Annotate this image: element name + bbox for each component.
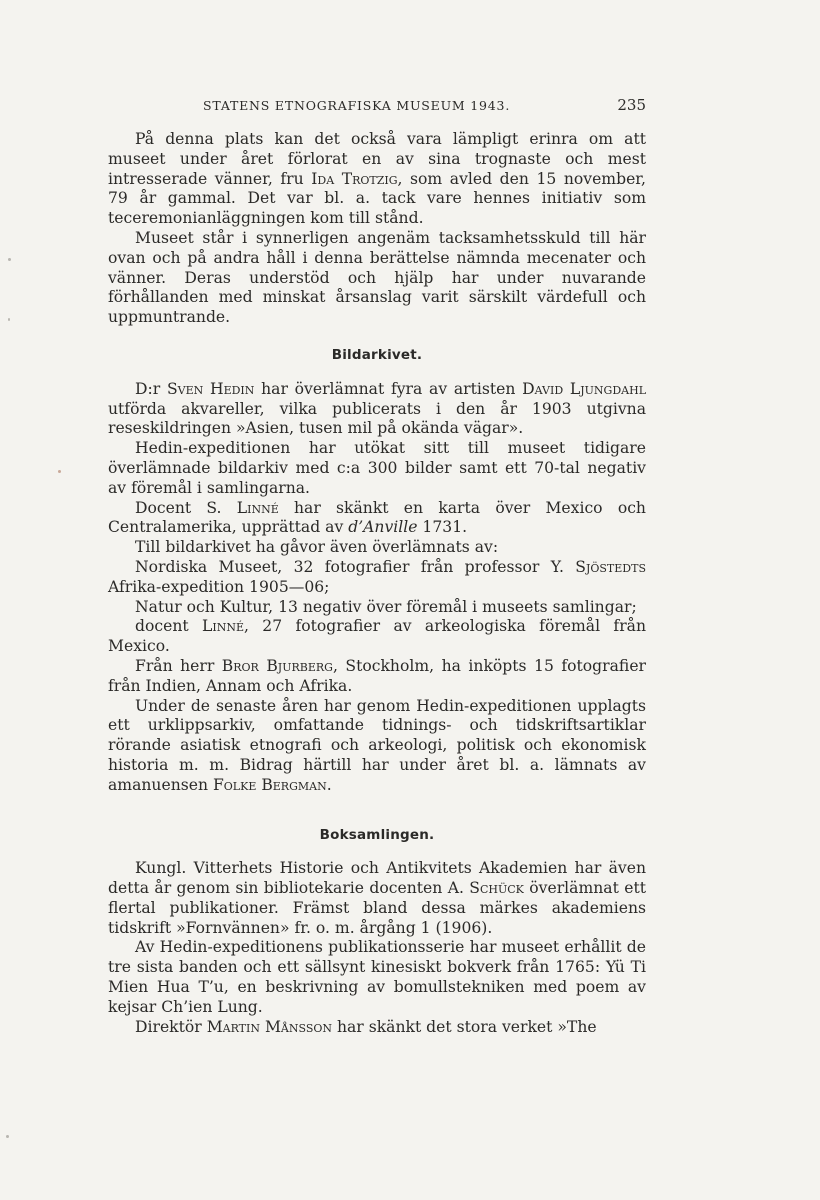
text-run: överlämnat ett flertal publikationer. Främst bland dessa märkes akademiens tidskrift »Fornvännen» fr. o. m. årgång 1 (1906). — [108, 879, 646, 937]
text-run: utförda akvareller, vilka publicerats i den år 1903 utgivna reseskildringen »Asien, tusen mil på okända vägar». — [108, 399, 646, 438]
text-run: Under de senaste åren har genom Hedin-expeditionen upplagts ett urklippsarkiv, omfattande tidnings- och tidskriftsartiklar rörande asiatisk etnografi och arkeologi, politisk och ekonomisk historia m. m. Bidrag härtill har under året bl. a. lämnats av amanuensen — [108, 696, 646, 794]
text-run: , som avled den 15 november, 79 år gammal. Det var bl. a. tack vare hennes initiativ som teceremonianläggningen kom till stånd. — [108, 169, 646, 228]
text-run: D:r — [135, 379, 167, 398]
person-name: Sjöstedts — [575, 557, 646, 576]
running-header — [108, 98, 646, 120]
text-run: docent — [135, 617, 202, 636]
paragraph: Natur och Kultur, 13 negativ över föremål i museets samlingar; — [135, 597, 637, 616]
paper-speck — [58, 470, 61, 473]
text-run: Från herr — [135, 656, 222, 675]
paragraph — [108, 499, 646, 539]
person-name: Ida Trotzig — [311, 169, 398, 188]
paragraph — [108, 697, 646, 796]
person-name: David Ljungdahl — [522, 379, 647, 398]
text-run: Docent S. — [135, 498, 237, 517]
text-run: , 27 fotografier av arkeologiska föremål från Mexico. — [108, 617, 646, 656]
text-run: Nordiska Museet, 32 fotografier från professor Y. — [135, 557, 576, 576]
text-run: har skänkt en karta över Mexico och Centralamerika, upprättad av — [108, 498, 646, 537]
text-run: har överlämnat fyra av artisten — [254, 379, 523, 398]
text-run: Kungl. Vitterhets Historie och Antikvitets Akademien har även detta år genom sin bibliotekarie docenten A. — [108, 859, 646, 898]
text-run: har skänkt det stora verket »The — [332, 1017, 597, 1036]
text-run: På denna plats kan det också vara lämpligt erinra om att museet under året förlorat en av sina trognaste och mest intresserade vänner, fru — [108, 130, 646, 188]
text-run: . — [326, 775, 332, 794]
paragraph — [108, 130, 646, 229]
section-heading-boksamlingen: Boksamlingen. — [319, 826, 435, 843]
paragraph — [108, 380, 646, 439]
text-run: Direktör — [135, 1017, 207, 1036]
person-name: Linné — [236, 498, 279, 517]
paragraph — [108, 558, 646, 598]
body-text — [108, 130, 646, 1037]
person-name: Linné — [202, 617, 244, 636]
paragraph — [108, 1018, 646, 1038]
paragraph — [108, 657, 646, 697]
paragraph: Museet står i synnerligen angenäm tacksamhetsskuld till här ovan och på andra håll i denna berättelse nämnda mecenater och vänner. Deras understöd och hjälp har under nuvarande förhållanden med minskat årsanslag varit särskilt värdefull och uppmuntrande. — [108, 228, 646, 327]
text-run: Afrika-expedition 1905—06; — [108, 577, 330, 596]
text-run: 1731. — [417, 518, 468, 537]
page-number: 235 — [617, 96, 646, 114]
paper-speck — [8, 318, 10, 321]
person-name: Bror Bjurberg — [221, 656, 333, 675]
text-run: , Stockholm, ha inköpts 15 fotografier från Indien, Annam och Afrika. — [108, 656, 647, 695]
section-heading-bildarkivet: Bildarkivet. — [331, 346, 423, 363]
paper-speck — [6, 1135, 9, 1138]
person-name: Schück — [469, 879, 524, 898]
person-name: Martin Månsson — [206, 1017, 333, 1036]
paragraph — [108, 859, 646, 938]
paragraph: Av Hedin-expeditionens publikationsserie har museet erhållit de tre sista banden och ett sällsynt kinesiskt bokverk från 1765: Yü Ti Mien Hua T’u, en beskrivning av bomullstekniken med poem av kejsar Ch’ien Lung. — [108, 938, 646, 1016]
italic-name: d’Anville — [348, 518, 418, 537]
paragraph: Hedin-expeditionen har utökat sitt till museet tidigare överlämnade bildarkiv med c:a 300 bilder samt ett 70-tal negativ av föremål i samlingarna. — [108, 439, 646, 497]
person-name: Sven Hedin — [166, 379, 255, 398]
paper-speck — [8, 258, 11, 261]
paragraph: Till bildarkivet ha gåvor även överlämnats av: — [135, 538, 499, 557]
running-title: STATENS ETNOGRAFISKA MUSEUM 1943. — [203, 98, 511, 113]
paragraph — [108, 617, 646, 657]
person-name: Folke Bergman — [212, 775, 327, 794]
